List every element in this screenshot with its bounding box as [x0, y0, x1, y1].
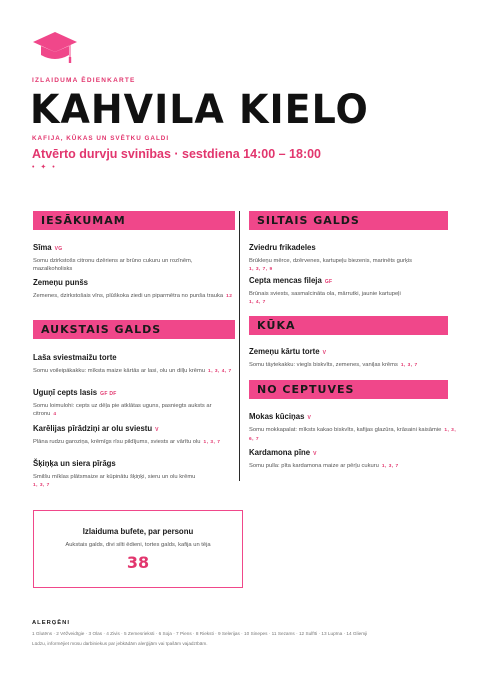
menu-item: Zemeņu kārtu torte V Somu täytekakku: viegls biskvīts, zemenes, vaniļas krēms 1, 3, 7: [249, 347, 418, 368]
menu-item: Laša sviestmaižu torte Somu voileipäkakku: mīksta maize kārtās ar lasi, olu un dilļu krēmu 1, 3, 4, 7: [33, 353, 232, 374]
allergens-title: ALERĢĒNI: [32, 620, 70, 626]
menu-item: Karēlijas pīrādziņi ar olu sviestu V Plāna rudzu garoziņa, krēmīgs rīsu pildījums, sviests ar vārītu olu 1, 3, 7: [33, 424, 221, 445]
menu-item: Zemeņu punšs Zemenes, dzirkstošais vīns, plūškoka ziedi un piparmētra no punša trauka 12: [33, 278, 233, 299]
menu-item: Šķiņķa un siera pīrāgs Smilšu mīklas plātsmaize ar kūpinātu šķiņķi, sieru un olu krēmu 1, 3, 7: [33, 459, 196, 489]
menu-kicker: IZLAIDUMA ĒDIENKARTE: [32, 77, 136, 84]
buffet-description: Aukstais galds, divi silti ēdieni, tortes galds, kafija un tēja: [65, 542, 211, 548]
menu-item: Cepta mencas fileja GF Brūnais sviests, sasmalcināta ola, mārrutki, jaunie kartupeļi 1, 4, 7: [249, 276, 401, 306]
column-divider: [239, 211, 240, 481]
buffet-price: 38: [126, 553, 150, 572]
page-title: KAHVILA KIELO: [30, 86, 369, 133]
buffet-price-box: [33, 510, 243, 588]
event-line: Atvērto durvju svinības · sestdiena 14:00 – 18:00: [32, 147, 322, 161]
buffet-title: Izlaiduma bufete, par personu: [82, 527, 194, 536]
menu-item: Mokas kūciņas V Somu mokkapalat: mīksts kakao biskvīts, kafijas glazūra, krāsaini kaisāmie 1, 3, 6, 7: [249, 412, 457, 443]
allergens-note: Lūdzu, informējiet mūsu darbiniekus par jebkādām alerģijām vai īpašām vajadzībām.: [32, 641, 208, 646]
section-header-iesakumam: IESĀKUMAM: [33, 211, 235, 230]
section-header-no-ceptuves: NO CEPTUVES: [249, 380, 448, 399]
menu-item: Zviedru frikadeles Brūkleņu mērce, dzērvenes, kartupeļu biezenis, marinēts gurķis 1, 3, 7, 9: [249, 243, 413, 273]
page-subtitle: KAFIJA, KŪKAS UN SVĒTKU GALDI: [32, 135, 170, 142]
allergens-list: 1 Glutēns · 2 Vēžveidīgie · 3 Olas · 4 Zivis · 5 Zemesrieksti · 6 Soja · 7 Piens · 8 Rieksti · 9 Selerijas · 10 Sinepes · 11 Sezams · 12 Sulfīti · 13 Lupīna · 14 Gliemji: [32, 631, 368, 636]
section-header-aukstais-galds: AUKSTAIS GALDS: [33, 320, 235, 339]
section-header-kuka: KŪKA: [249, 316, 448, 335]
section-header-siltais-galds: SILTAIS GALDS: [249, 211, 448, 230]
menu-item: Sīma VG Somu dzirkstošs citronu dzēriens ar brūno cukuru un rozīnēm, mazalkoholisks: [33, 243, 193, 273]
menu-item: Uguņī cepts lasis GF DF Somu loimulohi: cepts uz dēļa pie atklātas uguns, pasniegts auksts ar citronu 4: [33, 388, 212, 418]
graduation-cap-icon: [32, 30, 78, 68]
menu-item: Kardamona pīne V Somu pulla: pīta kardamona maize ar pērļu cukuru 1, 3, 7: [249, 448, 399, 469]
decorative-dots: • ✦ •: [32, 164, 57, 171]
